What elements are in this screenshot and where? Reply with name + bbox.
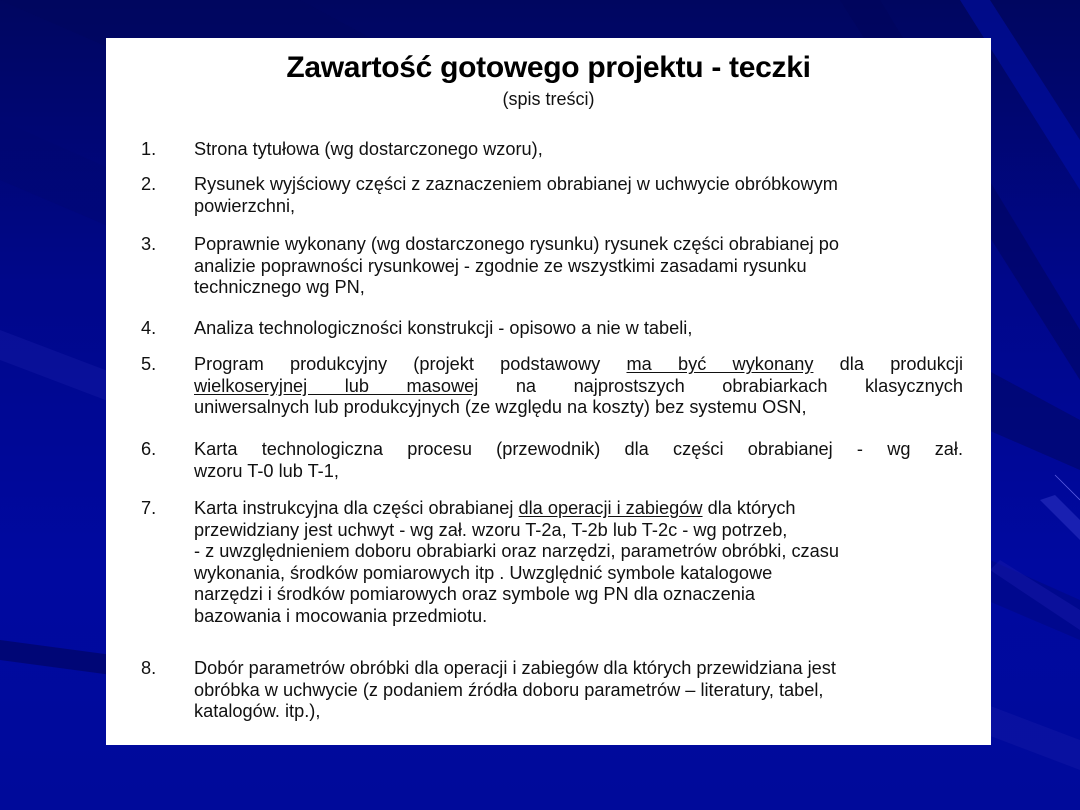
list-item-5 <box>141 354 963 419</box>
item-number: 6. <box>141 439 157 459</box>
item-line <box>194 354 963 376</box>
underlined-text: wielkoseryjnej lub masowej <box>194 375 479 396</box>
list-item-6 <box>141 439 963 482</box>
item-text <box>194 174 963 217</box>
item-text <box>194 234 963 299</box>
list-item-7 <box>141 498 963 627</box>
item-line: Rysunek wyjściowy części z zaznaczeniem obrabianej w uchwycie obróbkowym <box>194 174 838 194</box>
list-item-1 <box>141 139 963 161</box>
item-text <box>194 498 963 627</box>
item-line: Karta technologiczna procesu (przewodnik) dla części obrabianej - wg zał. <box>194 439 963 459</box>
item-line: Strona tytułowa (wg dostarczonego wzoru), <box>194 139 543 159</box>
item-number: 5. <box>141 354 157 374</box>
item-number: 2. <box>141 174 157 194</box>
text-run: dla których <box>702 498 796 518</box>
item-line: obróbka w uchwycie (z podaniem źródła doboru parametrów – literatury, tabel, <box>194 679 824 700</box>
item-text <box>194 354 963 419</box>
underlined-text: ma być wykonany <box>626 354 814 374</box>
text-run: na najprostszych obrabiarkach klasycznych <box>478 375 963 396</box>
item-line: narzędzi i środków pomiarowych oraz symbole wg PN dla oznaczenia <box>194 584 756 604</box>
item-line: bazowania i mocowania przedmiotu. <box>194 605 488 626</box>
item-line: powierzchni, <box>194 195 296 216</box>
item-text <box>194 318 963 340</box>
item-text <box>194 439 963 482</box>
item-number: 7. <box>141 498 157 518</box>
list-item-8 <box>141 658 963 723</box>
item-line: przewidziany jest uchwyt - wg zał. wzoru T-2a, T-2b lub T-2c - wg potrzeb, <box>194 519 788 540</box>
item-line: analizie poprawności rysunkowej - zgodnie ze wszystkimi zasadami rysunku <box>194 255 807 276</box>
item-line: wykonania, środków pomiarowych itp . Uwzględnić symbole katalogowe <box>194 562 773 583</box>
item-line <box>194 498 963 520</box>
list-item-3 <box>141 234 963 299</box>
item-line: Poprawnie wykonany (wg dostarczonego rysunku) rysunek części obrabianej po <box>194 234 839 254</box>
underlined-text: dla operacji i zabiegów <box>518 498 703 518</box>
item-number: 4. <box>141 318 157 338</box>
item-line: Analiza technologiczności konstrukcji - opisowo a nie w tabeli, <box>194 318 693 338</box>
slide-subtitle: (spis treści) <box>502 89 595 109</box>
item-line: - z uwzględnieniem doboru obrabiarki oraz narzędzi, parametrów obróbki, czasu <box>194 541 839 561</box>
text-run: Karta instrukcyjna dla części obrabianej <box>194 498 519 518</box>
text-run: dla produkcji <box>813 354 963 374</box>
item-line: katalogów. itp.), <box>194 701 321 721</box>
item-text <box>194 139 963 161</box>
item-line: technicznego wg PN, <box>194 277 365 297</box>
item-line: Dobór parametrów obróbki dla operacji i zabiegów dla których przewidziana jest <box>194 658 836 678</box>
item-number: 8. <box>141 658 157 678</box>
item-line: uniwersalnych lub produkcyjnych (ze względu na koszty) bez systemu OSN, <box>194 397 807 417</box>
text-run: Program produkcyjny (projekt podstawowy <box>194 354 627 374</box>
item-line <box>194 376 963 398</box>
item-number: 1. <box>141 139 157 159</box>
list-item-2 <box>141 174 963 217</box>
slide-content-panel <box>106 38 991 745</box>
item-number: 3. <box>141 234 157 254</box>
list-item-4 <box>141 318 963 340</box>
item-text <box>194 658 963 723</box>
item-line: wzoru T-0 lub T-1, <box>194 460 339 481</box>
slide-title: Zawartość gotowego projektu - teczki <box>286 51 811 84</box>
